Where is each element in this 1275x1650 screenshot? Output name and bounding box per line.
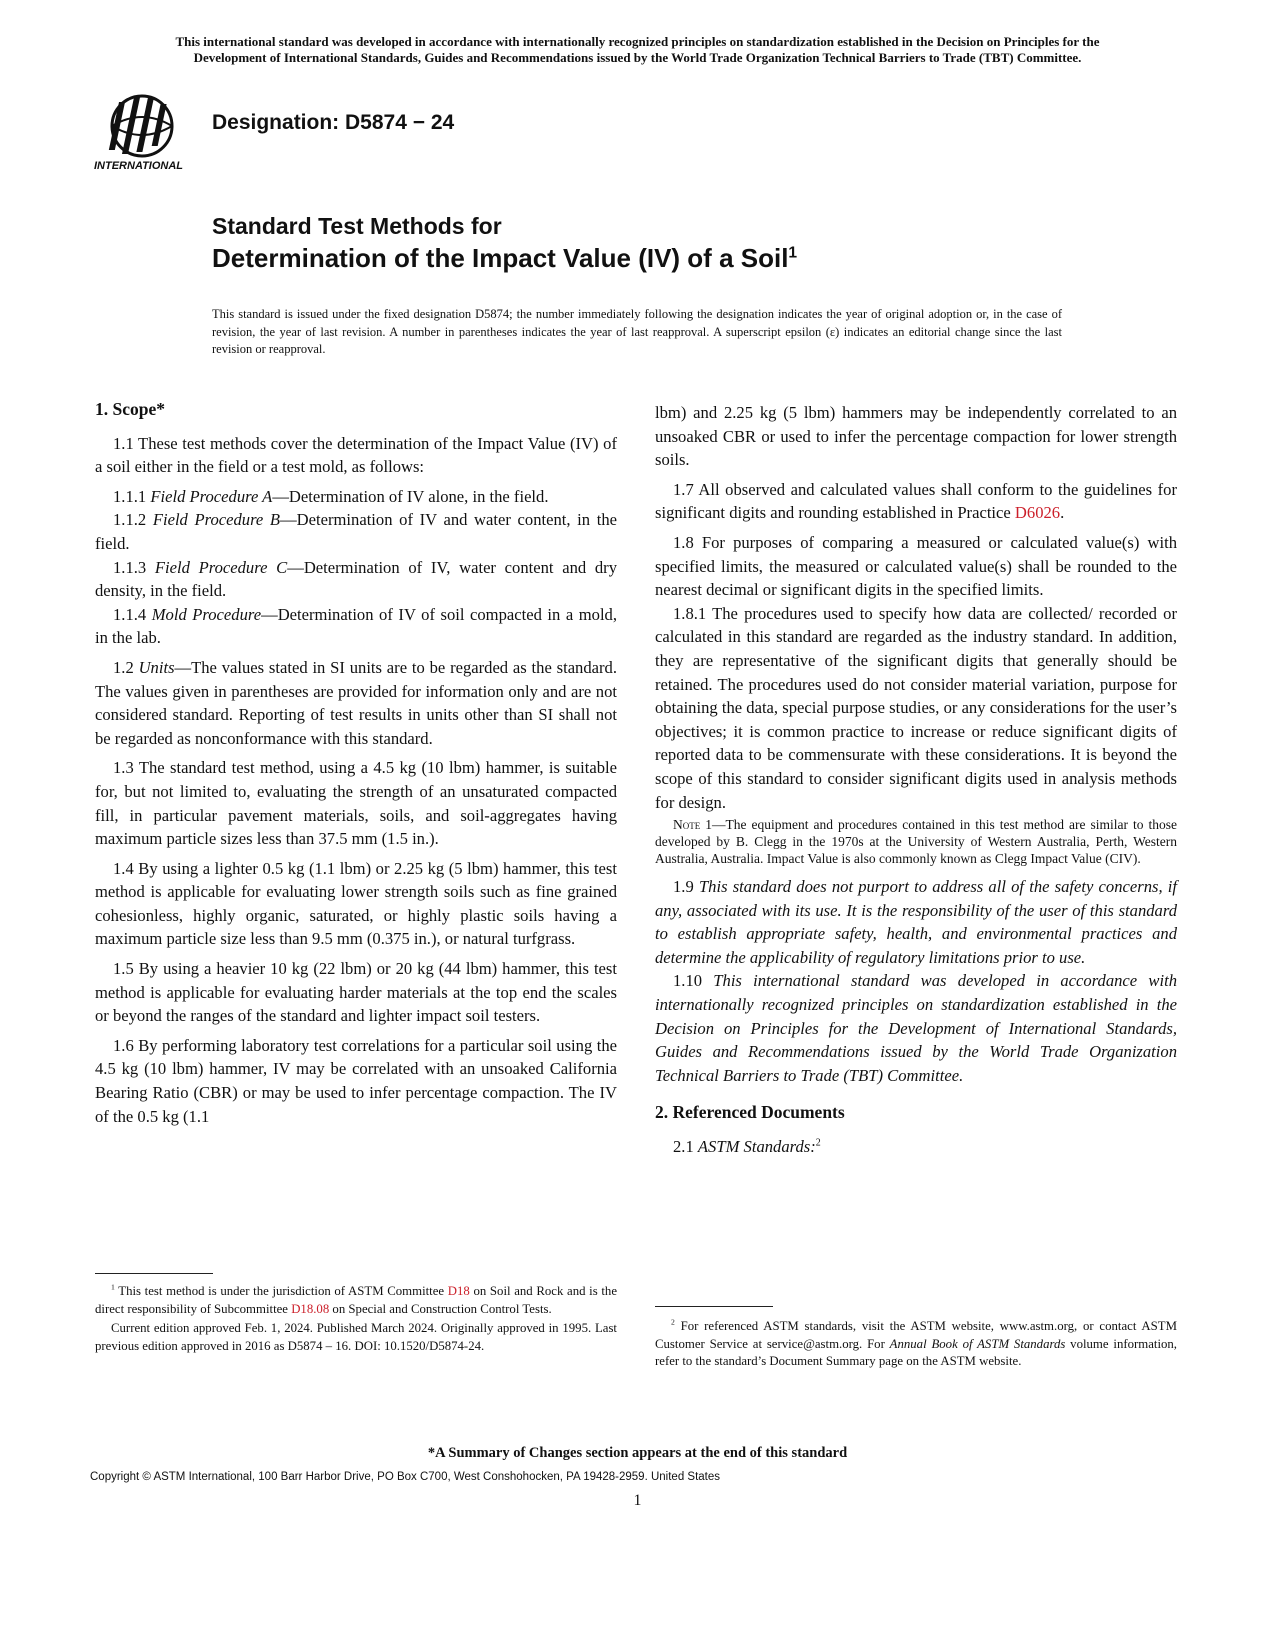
section-1-8-1: 1.8.1 The procedures used to specify how data are collected/ recorded or calculated in this standard are regarded as the industry standard. In addition, they are representative of the significant digits that generally should be retained. The procedures used do not consider material variation, purpose for obtaining the data, special purpose studies, or any considerations for the user’s objectives; it is common practice to increase or reduce significant digits of reported data to be commensurate with these considerations. It is beyond the scope of this standard to consider significant digits used in analysis methods for design. xyxy=(655,603,1177,812)
note-1: Note 1—The equipment and procedures contained in this test method are similar to those developed by B. Clegg in the 1970s at the University of Western Australia, Perth, Western Australia, Australia. Impact Value is also commonly known as Clegg Impact Value (CIV). xyxy=(655,817,1177,867)
copyright-line: Copyright © ASTM International, 100 Barr Harbor Drive, PO Box C700, West Conshohocken, PA 19428-2959. United States xyxy=(90,1471,721,1483)
section-1-6: 1.6 By performing laboratory test correlations for a particular soil using the 4.5 kg (10 lbm) hammer, IV may be correlated with an unsoaked California Bearing Ratio (CBR) or may be used to infer percentage compaction. The IV of the 0.5 kg (1.1 xyxy=(95,1035,617,1126)
title-line-2: Determination of the Impact Value (IV) of a Soil$^1$ xyxy=(212,243,798,273)
logo-text: INTERNATIONAL xyxy=(94,160,184,172)
section-1-1-4: 1.1.4 Mold Procedure—Determination of IV of soil compacted in a mold, in the lab. xyxy=(95,604,617,648)
footnote-rule-right xyxy=(655,1306,773,1307)
section-1-3: 1.3 The standard test method, using a 4.5 kg (10 lbm) hammer, is suitable for, but not limited to, evaluating the strength of an unsaturated compacted fill, in particular pavement materials, soils, and soil-aggregates having maximum particle sizes less than 37.5 mm (1.5 in.). xyxy=(95,758,617,849)
footnote-rule-left xyxy=(95,1273,213,1274)
title-line-1: Standard Test Methods for xyxy=(212,213,502,239)
astm-logo-icon xyxy=(94,88,194,178)
section-1-7: 1.7 All observed and calculated values shall conform to the guidelines for significant digits and rounding established in Practice D6026. xyxy=(655,479,1177,523)
section-1-1-2: 1.1.2 Field Procedure B—Determination of IV and water content, in the field. xyxy=(95,510,617,553)
section-2-1: 2.1 ASTM Standards:$^2$ xyxy=(673,1137,821,1157)
footnote-2: $^2$ For referenced ASTM standards, visit the ASTM website, www.astm.org, or contact ASTM Customer Service at service@astm.org. For Annual Book of ASTM Standards volume information, refer to the standard’s Document Summary page on the ASTM website. xyxy=(655,1317,1177,1368)
referenced-documents-heading: 2. Referenced Documents xyxy=(655,1102,845,1123)
section-1-6-continued: lbm) and 2.25 kg (5 lbm) hammers may be independently correlated to an unsoaked CBR or used to infer the percentage compaction for lower strength soils. xyxy=(655,403,1177,470)
d18-link[interactable]: D18 xyxy=(447,1284,470,1298)
summary-of-changes-note: *A Summary of Changes section appears at the end of this standard xyxy=(427,1445,848,1461)
section-1-9: 1.9 This standard does not purport to address all of the safety concerns, if any, associated with its use. It is the responsibility of the user of this standard to establish appropriate safety, health, and environmental practices and determine the applicability of regulatory limitations prior to use. xyxy=(655,877,1177,967)
wto-notice: This international standard was developed in accordance with internationally recognized principles on standardization established in the Decision on Principles for the Development of International Standards, Guides and Recommendations issued by the World Trade Organization Technical Barriers to Trade (TBT) Committee. xyxy=(175,34,1100,65)
footnote-1: $^1$ This test method is under the jurisdiction of ASTM Committee D18 on Soil and Rock and is the direct responsibility of Subcommittee D18.08 on Special and Construction Control Tests. Current edition approved Feb. 1, 2024. Published March 2024. Originally approved in 1995. Last previous edition approved in 2016 as D5874 – 16. DOI: 10.1520/D5874-24. xyxy=(95,1283,617,1357)
section-1-1: 1.1 These test methods cover the determination of the Impact Value (IV) of a soil either in the field or a test mold, as follows: xyxy=(95,433,617,477)
d18-08-link[interactable]: D18.08 xyxy=(291,1301,330,1316)
issuance-statement: This standard is issued under the fixed designation D5874; the number immediately following the designation indicates the year of original adoption or, in the case of revision, the year of last revision. A number in parentheses indicates the year of last reapproval. A superscript epsilon (ε) indicates an editorial change since the last revision or reapproval. xyxy=(212,307,1062,356)
d6026-link[interactable]: D6026 xyxy=(1014,503,1061,523)
designation: Designation: D5874 − 24 xyxy=(212,111,455,134)
section-1-1-3: 1.1.3 Field Procedure C—Determination of IV, water content and dry density, in the field. xyxy=(95,557,617,601)
scope-heading: 1. Scope* xyxy=(95,399,165,419)
section-1-1-1: 1.1.1 Field Procedure A—Determination of IV alone, in the field. xyxy=(113,486,549,506)
title-footnote-mark: 1 xyxy=(788,244,798,262)
section-1-4: 1.4 By using a lighter 0.5 kg (1.1 lbm) or 2.25 kg (5 lbm) hammer, this test method is applicable for evaluating lower strength soils such as fine grained cohesionless, highly organic, saturated, or highly plastic soils having a maximum particle size less than 9.5 mm (0.375 in.), or natural turfgrass. xyxy=(95,858,617,949)
section-1-8: 1.8 For purposes of comparing a measured or calculated value(s) with specified limits, the measured or calculated value(s) shall be rounded to the nearest decimal or significant digits in the specified limits. xyxy=(655,532,1177,600)
right-column xyxy=(655,401,1177,1165)
section-1-5: 1.5 By using a heavier 10 kg (22 lbm) or 20 kg (44 lbm) hammer, this test method is applicable for evaluating harder materials at the top end the scales or beyond the ranges of the standard and lighter impact soil testers. xyxy=(95,959,617,1026)
section-1-2: 1.2 Units—The values stated in SI units are to be regarded as the standard. The values given in parentheses are provided for information only and are not considered standard. Reporting of test results in units other than SI shall not be regarded as nonconformance with this standard. xyxy=(95,657,617,748)
page-number: 1 xyxy=(633,1492,642,1509)
left-column xyxy=(95,398,617,1134)
section-1-10: 1.10 This international standard was developed in accordance with internationally recognized principles on standardization established in the Decision on Principles for the Development of International Standards, Guides and Recommendations issued by the World Trade Organization Technical Barriers to Trade (TBT) Committee. xyxy=(655,971,1177,1085)
edition-info: Current edition approved Feb. 1, 2024. Published March 2024. Originally approved in 1995. Last previous edition approved in 2016 as D5874 – 16. DOI: 10.1520/D5874-24. xyxy=(95,1321,617,1353)
